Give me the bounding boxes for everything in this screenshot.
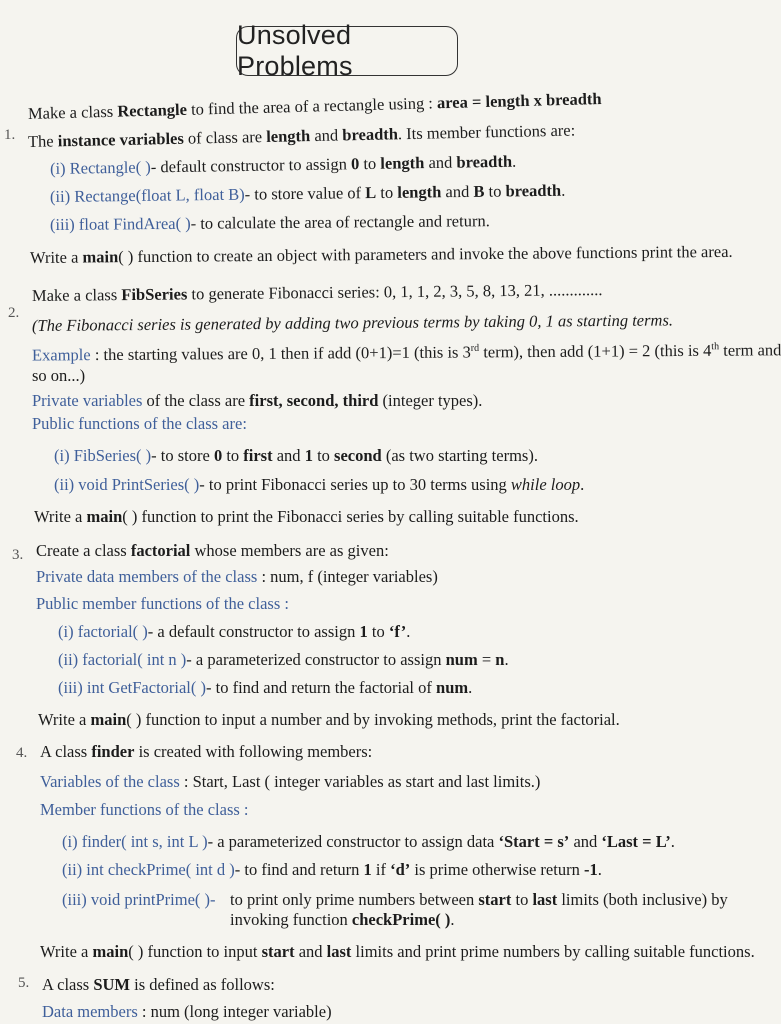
problem-4-line-1: A class finder is created with following members: [40, 742, 373, 761]
problem-2-line-2: (The Fibonacci series is generated by adding two previous terms by taking 0, 1 as starting terms. [31, 310, 674, 335]
problem-4-item-3-desc-cont: invoking function checkPrime( ). [230, 910, 455, 929]
problem-2-line-5: Private variables of the class are first, second, third (integer types). [32, 391, 483, 410]
problem-4-closing: Write a main( ) function to input start and last limits and print prime numbers by calling suitable functions. [40, 942, 755, 961]
problem-2-line-3: Example : the starting values are 0, 1 then if add (0+1)=1 (this is 3rd term), then add (1+1) = 2 (this is 4th term and [31, 340, 781, 365]
problem-number-3: 3. [12, 547, 24, 563]
problem-4-item-3: (iii) void printPrime( )- [62, 890, 216, 909]
problem-2-line-6: Public functions of the class are: [32, 414, 247, 433]
problem-number-1: 1. [4, 127, 16, 143]
problem-4-line-3: Member functions of the class : [40, 800, 249, 819]
problem-4-item-2: (ii) int checkPrime( int d )- to find and return 1 if ‘d’ is prime otherwise return -1. [62, 860, 602, 879]
problem-number-5: 5. [18, 975, 30, 991]
problem-5-line-2: Data members : num (long integer variable) [42, 1002, 332, 1021]
problem-3-closing: Write a main( ) function to input a number and by invoking methods, print the factorial. [38, 710, 620, 729]
problem-3-item-3: (iii) int GetFactorial( )- to find and return the factorial of num. [58, 678, 473, 697]
problem-3-line-1: Create a class factorial whose members are as given: [36, 541, 389, 560]
problem-2-line-1: Make a class FibSeries to generate Fibonacci series: 0, 1, 1, 2, 3, 5, 8, 13, 21, ............. [31, 280, 603, 305]
problem-2-item-1: (i) FibSeries( )- to store 0 to first and 1 to second (as two starting terms). [54, 446, 538, 465]
problem-1-item-2: (ii) Rectange(float L, float B)- to store value of L to length and B to breadth. [49, 180, 566, 206]
problem-5-line-1: A class SUM is defined as follows: [42, 975, 275, 994]
problem-1-closing: Write a main( ) function to create an object with parameters and invoke the above functions print the area. [29, 241, 733, 267]
problem-4-line-2: Variables of the class : Start, Last ( integer variables as start and last limits.) [40, 772, 541, 791]
problem-1-item-3: (iii) float FindArea( )- to calculate the area of rectangle and return. [49, 211, 490, 234]
problem-1-line-2: The instance variables of class are length and breadth. Its member functions are: [27, 120, 576, 151]
page-title: Unsolved Problems [236, 26, 458, 76]
problem-1-line-1: Make a class Rectangle to find the area of a rectangle using : area = length x breadth [27, 88, 602, 123]
problem-number-4: 4. [16, 745, 28, 761]
problem-1-item-1: (i) Rectangle( )- default constructor to assign 0 to length and breadth. [49, 151, 517, 178]
problem-2-closing: Write a main( ) function to print the Fibonacci series by calling suitable functions. [34, 507, 579, 526]
problem-4-item-3-desc: to print only prime numbers between start to last limits (both inclusive) by [230, 890, 728, 909]
problem-4-item-1: (i) finder( int s, int L )- a parameterized constructor to assign data ‘Start = s’ and ‘Last = L’. [62, 832, 675, 851]
problem-3-line-3: Public member functions of the class : [36, 594, 289, 613]
problem-2-line-4: so on...) [32, 366, 86, 385]
problem-3-item-1: (i) factorial( )- a default constructor to assign 1 to ‘f’. [58, 622, 411, 641]
problem-2-item-2: (ii) void PrintSeries( )- to print Fibonacci series up to 30 terms using while loop. [54, 475, 585, 494]
problem-3-line-2: Private data members of the class : num, f (integer variables) [36, 567, 438, 586]
problem-number-2: 2. [8, 305, 20, 321]
problem-3-item-2: (ii) factorial( int n )- a parameterized constructor to assign num = n. [58, 650, 509, 669]
